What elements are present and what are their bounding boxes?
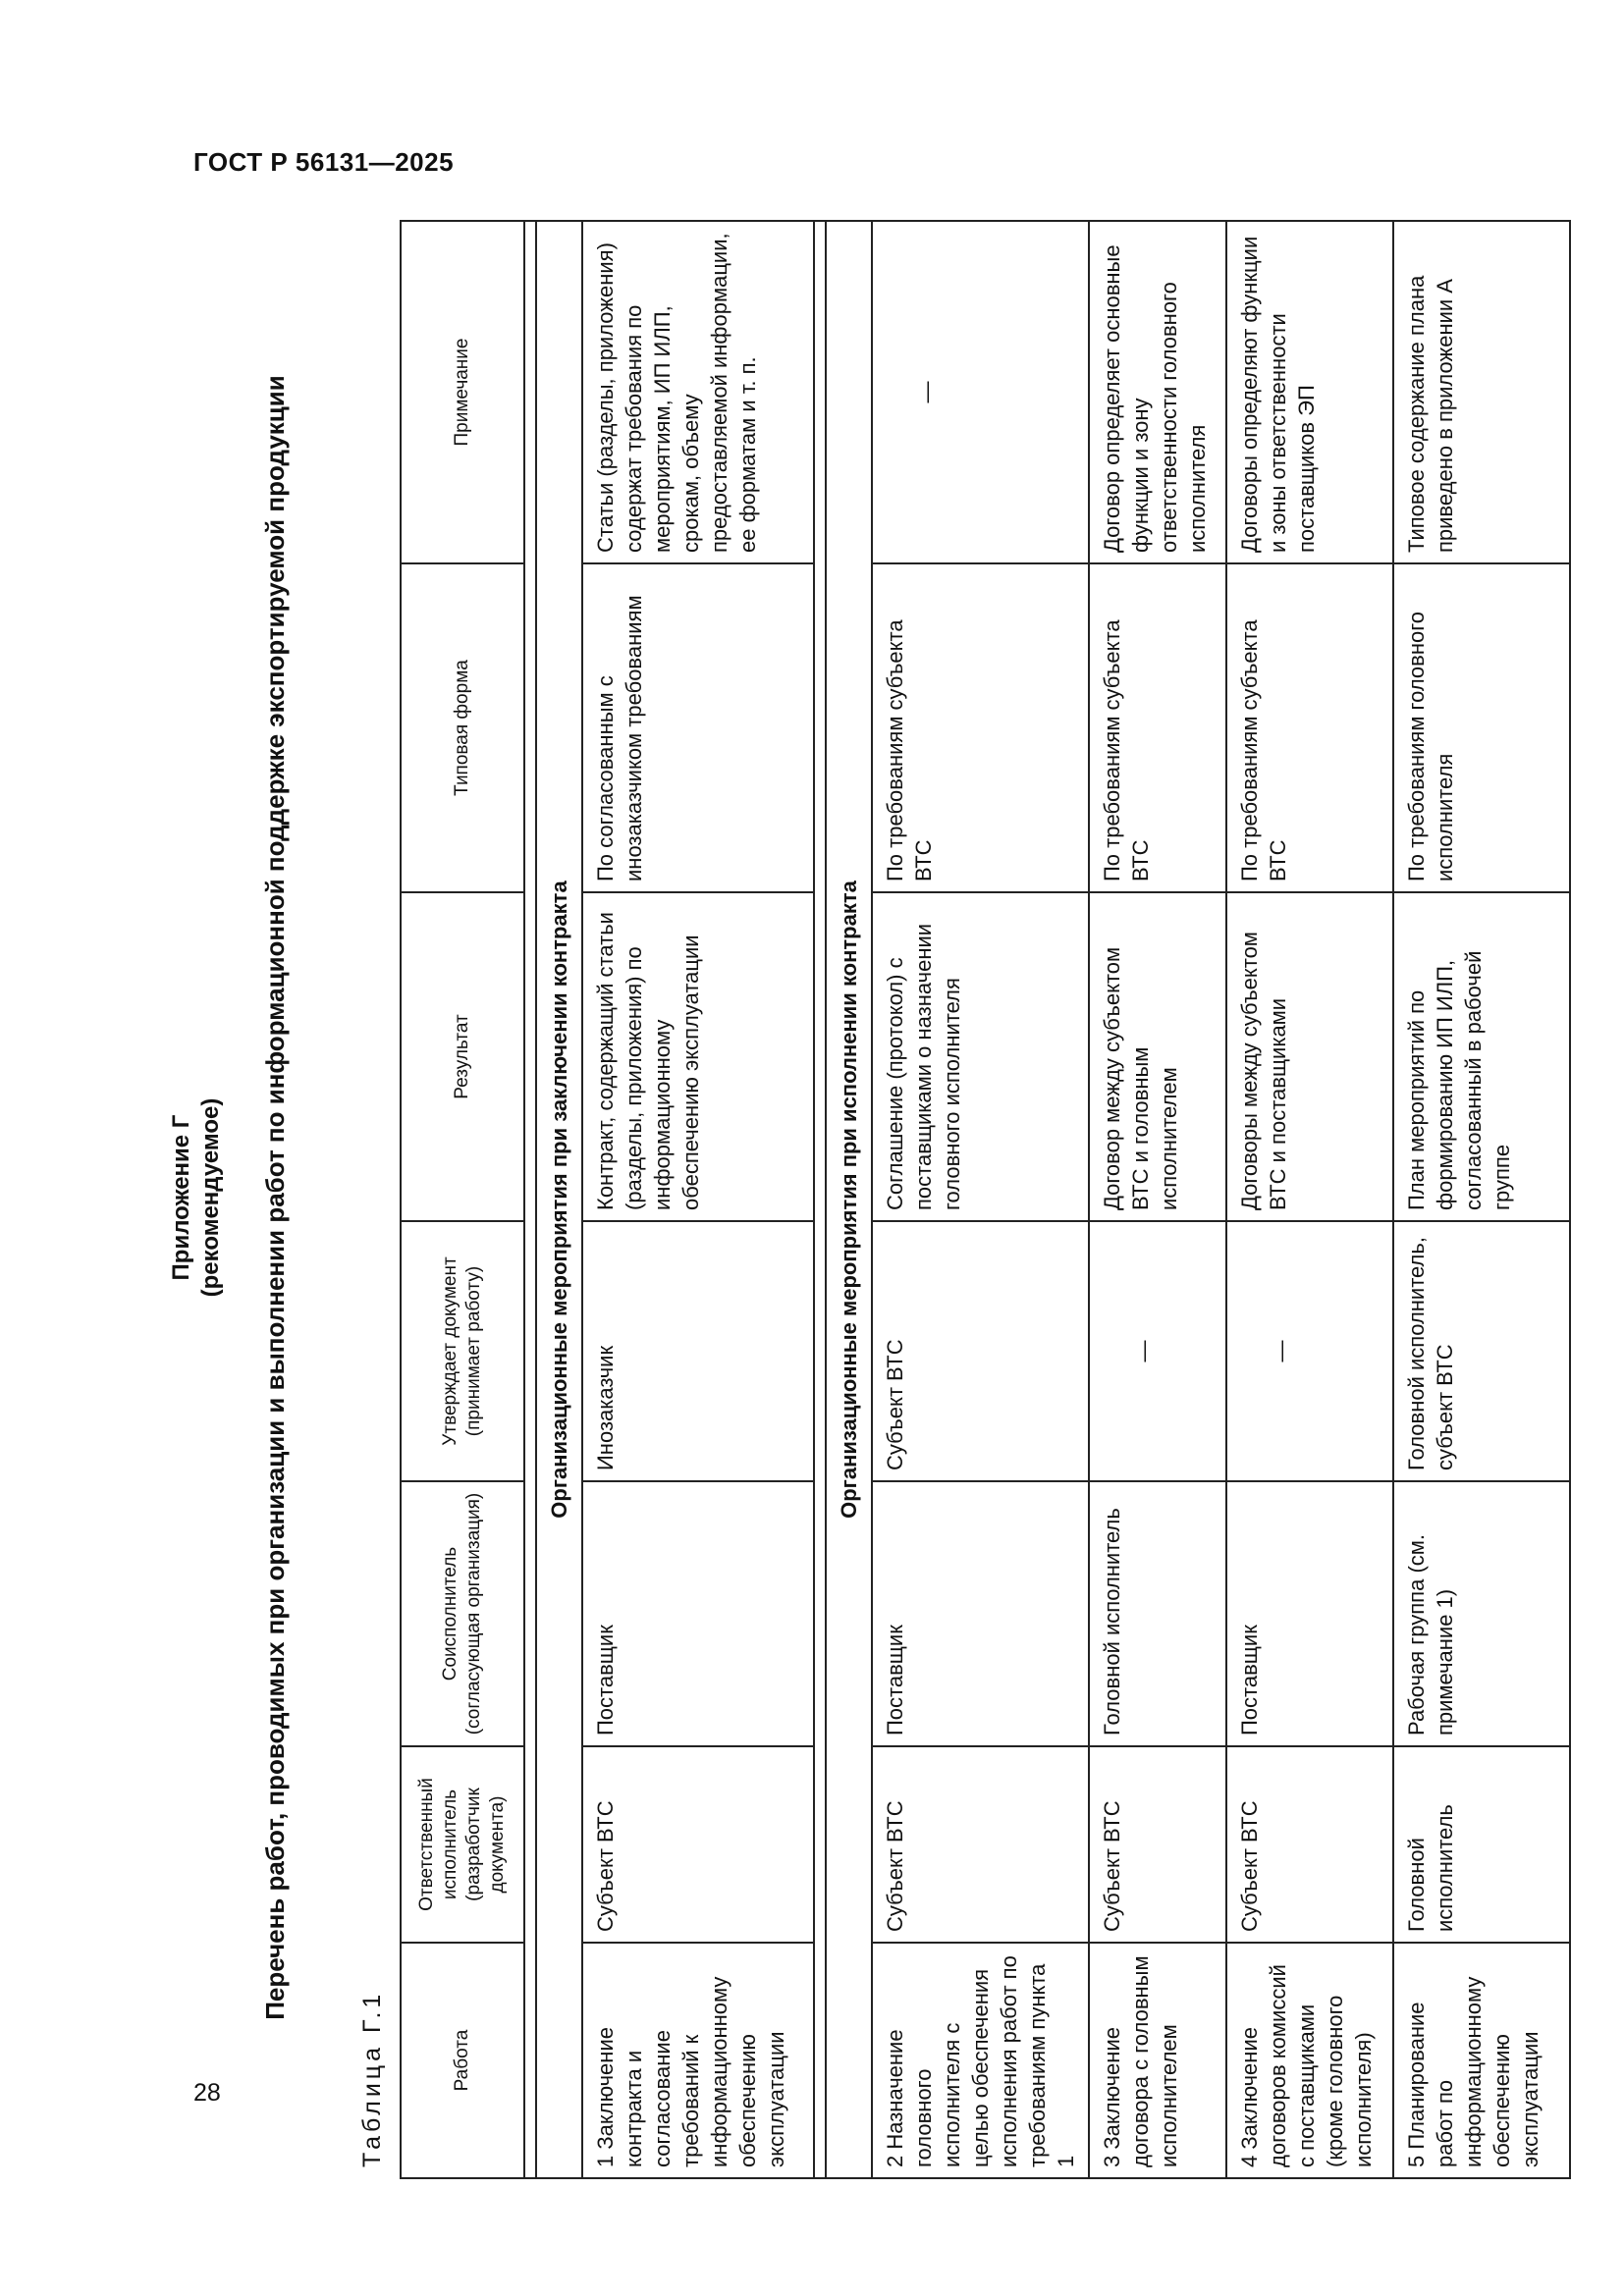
cell-form: По требованиям субъекта ВТС [1226, 563, 1393, 892]
table-row [1089, 221, 1226, 2178]
cell-responsible: Субъект ВТС [1226, 1746, 1393, 1943]
cell-coexecutor: Поставщик [872, 1481, 1089, 1746]
section-title: Организационные мероприятия при исполнении контракта [826, 221, 872, 2178]
cell-coexecutor: Поставщик [1226, 1481, 1393, 1746]
col-header-note: Примечание [401, 221, 524, 563]
cell-coexecutor: Головной исполнитель [1089, 1481, 1226, 1746]
cell-work: 3 Заключение договора с головным исполнителем [1089, 1943, 1226, 2178]
cell-responsible: Головной исполнитель [1393, 1746, 1570, 1943]
table-label: Таблица Г.1 [358, 1990, 386, 2167]
cell-result: План мероприятий по формированию ИП ИЛП, согласованный в рабочей группе [1393, 892, 1570, 1221]
cell-note: — [872, 221, 1089, 563]
cell-form: По требованиям субъекта ВТС [872, 563, 1089, 892]
cell-note: Договор определяет основные функции и зону ответственности головного исполнителя [1089, 221, 1226, 563]
cell-responsible: Субъект ВТС [582, 1746, 814, 1943]
cell-result: Договоры между субъектом ВТС и поставщиками [1226, 892, 1393, 1221]
table-row [872, 221, 1089, 2178]
spacer-row [814, 221, 826, 2178]
section-row [826, 221, 872, 2178]
table-row [1226, 221, 1393, 2178]
works-table [400, 220, 1571, 2179]
cell-work: 2 Назначение головного исполнителя с целью обеспечения исполнения работ по требованиям пункта 1 [872, 1943, 1089, 2178]
appendix-title: Приложение Г [168, 1114, 194, 1281]
cell-form: По требованиям головного исполнителя [1393, 563, 1570, 892]
col-header-work: Работа [401, 1943, 524, 2178]
cell-form: По требованиям субъекта ВТС [1089, 563, 1226, 892]
cell-work: 4 Заключение договоров комиссий с поставщиками (кроме головного исполнителя) [1226, 1943, 1393, 2178]
section-row [536, 221, 582, 2178]
cell-approver: — [1226, 1221, 1393, 1481]
spacer-row [524, 221, 536, 2178]
document-title: Перечень работ, проводимых при организации и выполнении работ по информационной поддержке экспортируемой продукции [260, 375, 290, 2020]
rotated-content [167, 216, 1551, 2179]
standard-code: ГОСТ Р 56131—2025 [193, 147, 455, 177]
cell-note: Статьи (разделы, приложения) содержат требования по мероприятиям, ИП ИЛП, срокам, объему предоставляемой информации, ее форматам и т. п. [582, 221, 814, 563]
cell-note: Типовое содержание плана приведено в приложении А [1393, 221, 1570, 563]
section-title: Организационные мероприятия при заключении контракта [536, 221, 582, 2178]
cell-approver: Субъект ВТС [872, 1221, 1089, 1481]
cell-approver: Головной исполнитель, субъект ВТС [1393, 1221, 1570, 1481]
col-header-responsible: Ответственный исполнитель (разработчик документа) [401, 1746, 524, 1943]
cell-note: Договоры определяют функции и зоны ответственности поставщиков ЭП [1226, 221, 1393, 563]
cell-work: 1 Заключение контракта и согласование требований к информационному обеспечению эксплуатации [582, 1943, 814, 2178]
table-row [582, 221, 814, 2178]
page-number: 28 [193, 2079, 221, 2107]
cell-result: Контракт, содержащий статьи (разделы, приложения) по информационному обеспечению эксплуатации [582, 892, 814, 1221]
cell-responsible: Субъект ВТС [1089, 1746, 1226, 1943]
cell-coexecutor: Поставщик [582, 1481, 814, 1746]
cell-result: Договор между субъектом ВТС и головным исполнителем [1089, 892, 1226, 1221]
col-header-approver: Утверждает документ (принимает работу) [401, 1221, 524, 1481]
cell-approver: — [1089, 1221, 1226, 1481]
cell-result: Соглашение (протокол) с поставщиками о назначении головного исполнителя [872, 892, 1089, 1221]
appendix-note: (рекомендуемое) [197, 1097, 224, 1298]
col-header-result: Результат [401, 892, 524, 1221]
cell-approver: Инозаказчик [582, 1221, 814, 1481]
col-header-form: Типовая форма [401, 563, 524, 892]
cell-responsible: Субъект ВТС [872, 1746, 1089, 1943]
col-header-coexecutor: Соисполнитель (согласующая организация) [401, 1481, 524, 1746]
cell-work: 5 Планирование работ по информационному обеспечению эксплуатации [1393, 1943, 1570, 2178]
table-row [1393, 221, 1570, 2178]
cell-form: По согласованным с инозаказчиком требованиям [582, 563, 814, 892]
cell-coexecutor: Рабочая группа (см. примечание 1) [1393, 1481, 1570, 1746]
appendix-heading [167, 216, 226, 2179]
table-header-row [401, 221, 524, 2178]
